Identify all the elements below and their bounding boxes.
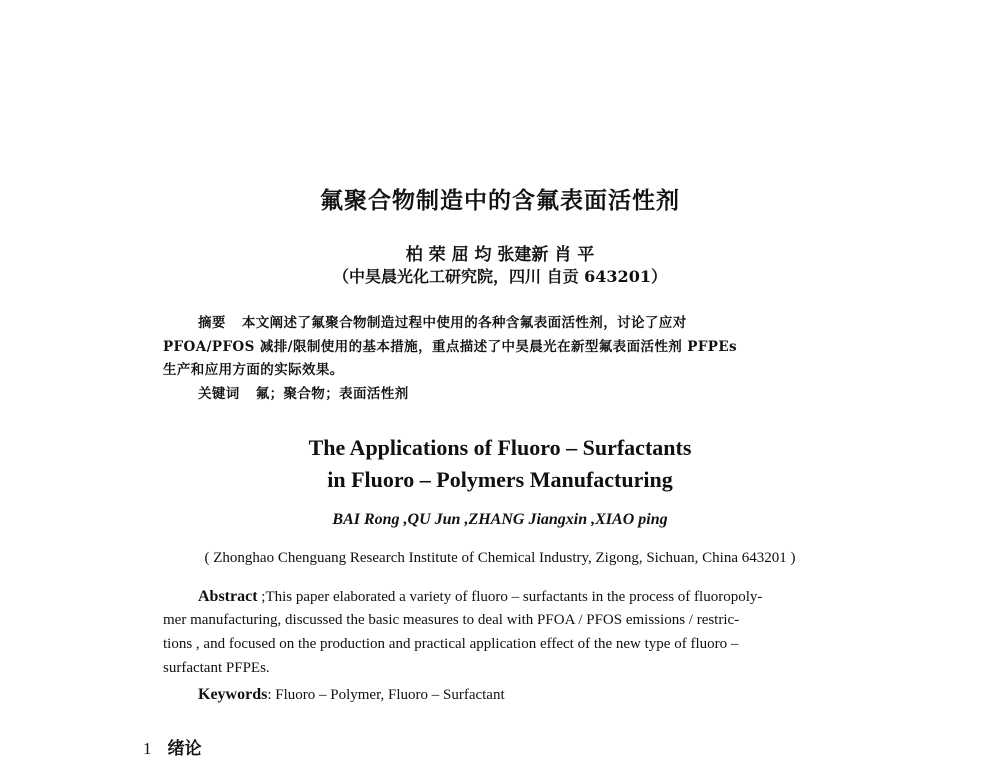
section-number: 1 bbox=[143, 739, 152, 758]
english-authors: BAI Rong ,QU Jun ,ZHANG Jiangxin ,XIAO ping bbox=[332, 511, 668, 528]
english-abstract-line: surfactant PFPEs. bbox=[163, 660, 270, 676]
english-abstract-text: ;This paper elaborated a variety of fluoro – surfactants in the process of fluoropoly- bbox=[257, 589, 763, 605]
section-heading bbox=[143, 734, 202, 759]
chinese-keywords-text: 氟；聚合物；表面活性剂 bbox=[255, 386, 409, 402]
english-title-line2: in Fluoro – Polymers Manufacturing bbox=[327, 467, 673, 492]
chinese-keywords bbox=[198, 382, 409, 402]
english-keywords-label: Keywords bbox=[198, 686, 268, 703]
section-title: 绪论 bbox=[167, 739, 202, 759]
english-keywords bbox=[198, 686, 505, 704]
chinese-abstract-line: PFOA/PFOS 减排/限制使用的基本措施，重点描述了中昊晨光在新型氟表面活性剂 PFPEs bbox=[163, 339, 738, 355]
chinese-abstract-line: 生产和应用方面的实际效果。 bbox=[163, 362, 344, 378]
chinese-title: 氟聚合物制造中的含氟表面活性剂 bbox=[320, 188, 680, 214]
english-title-line1: The Applications of Fluoro – Surfactants bbox=[308, 435, 692, 460]
english-abstract-label: Abstract bbox=[198, 588, 258, 605]
english-keywords-text: : Fluoro – Polymer, Fluoro – Surfactant bbox=[267, 687, 505, 703]
chinese-abstract-line bbox=[198, 311, 687, 331]
chinese-authors: 柏 荣 屈 均 张建新 肖 平 bbox=[405, 245, 595, 265]
chinese-keywords-label: 关键词 bbox=[198, 386, 240, 402]
english-abstract-line: tions , and focused on the production and practical application effect of the new type of fluoro – bbox=[163, 636, 739, 652]
english-affiliation: ( Zhonghao Chenguang Research Institute of Chemical Industry, Zigong, Sichuan, China 643201 ) bbox=[204, 550, 796, 566]
chinese-abstract-text: 本文阐述了氟聚合物制造过程中使用的各种含氟表面活性剂，讨论了应对 bbox=[241, 315, 687, 331]
chinese-abstract-label: 摘要 bbox=[198, 315, 226, 331]
english-abstract-line bbox=[198, 588, 762, 606]
chinese-affiliation: （中昊晨光化工研究院，四川 自贡 643201） bbox=[333, 267, 667, 286]
english-abstract-line: mer manufacturing, discussed the basic measures to deal with PFOA / PFOS emissions / restric- bbox=[163, 612, 740, 628]
english-title bbox=[0, 432, 1000, 496]
